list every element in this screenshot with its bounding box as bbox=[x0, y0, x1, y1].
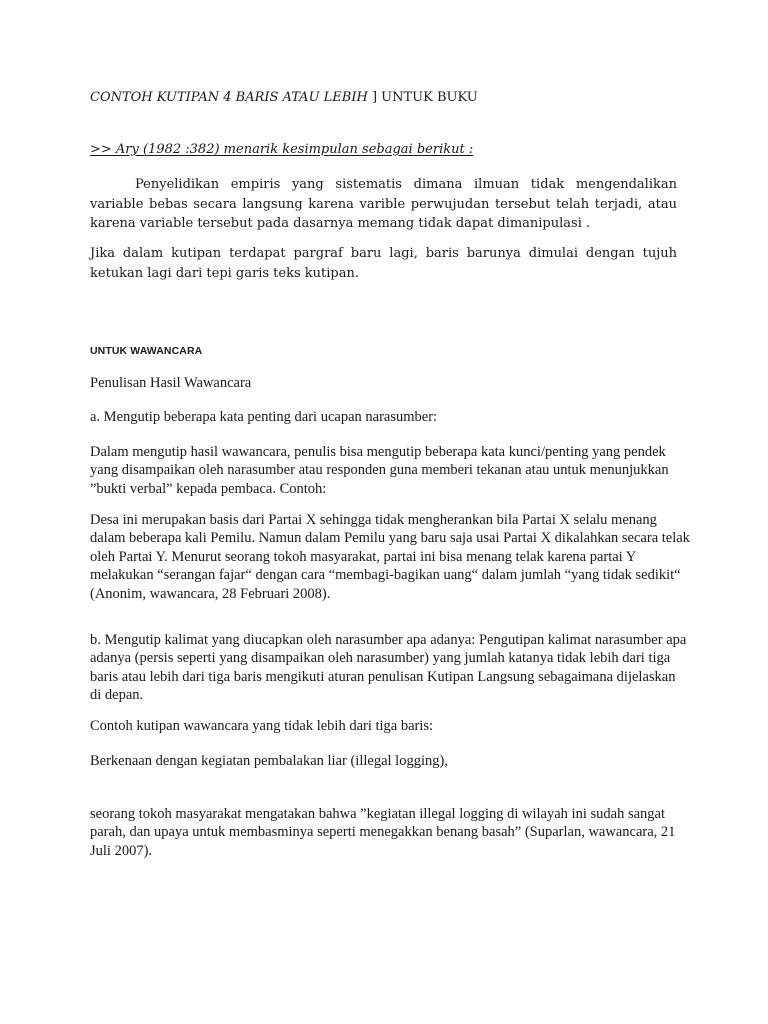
note-paragraph: Jika dalam kutipan terdapat pargraf baru lagi, baris barunya dimulai dengan tujuh ketukan lagi dari tepi garis teks kutipan. bbox=[90, 246, 677, 281]
subtitle: Penulisan Hasil Wawancara bbox=[90, 375, 252, 391]
citation-source-line: >> Ary (1982 :382) menarik kesimpulan sebagai berikut : bbox=[90, 142, 474, 157]
block-quote-paragraph: Penyelidikan empiris yang sistematis dimana ilmuan tidak mengendalikan variable bebas secara langsung karena varible perwujudan tersebut telah terjadi, atau karena variable tersebut pada dasarnya memang tidak dapat dimanipulasi . bbox=[90, 177, 677, 231]
point-b-paragraph: b. Mengutip kalimat yang diucapkan oleh narasumber apa adanya: Pengutipan kalimat narasumber apa adanya (persis seperti yang disampaikan oleh narasumber) yang jumlah katanya tidak lebih dari tiga baris atau lebih dari tiga baris mengikuti aturan penulisan Kutipan Langsung sebagaimana dijelaskan di depan. bbox=[90, 632, 687, 704]
point-a-example: Desa ini merupakan basis dari Partai X sehingga tidak mengherankan bila Partai X selalu menang dalam beberapa kali Pemilu. Namun dalam Pemilu yang baru saja usai Partai X dikalahkan secara telak oleh Partai Y. Menurut seorang tokoh masyarakat, partai ini bisa menang telak karena partai Y melakukan “serangan fajar“ dengan cara “membagi-bagikan uang“ dalam jumlah “yang tidak sedikit“ (Anonim, wawancara, 28 Februari 2008). bbox=[90, 512, 690, 602]
example-line-2: seorang tokoh masyarakat mengatakan bahwa ”kegiatan illegal logging di wilayah ini sudah sangat parah, dan upaya untuk membasminya seperti menegakkan benang basah” (Suparlan, wawancara, 21 Juli 2007). bbox=[90, 806, 676, 859]
heading-italic-part: CONTOH KUTIPAN 4 BARIS ATAU LEBIH bbox=[90, 90, 368, 105]
page-heading bbox=[90, 88, 690, 108]
point-a-heading: a. Mengutip beberapa kata penting dari ucapan narasumber: bbox=[90, 409, 438, 425]
heading-regular-part: ] UNTUK BUKU bbox=[367, 90, 478, 105]
example-intro: Contoh kutipan wawancara yang tidak lebih dari tiga baris: bbox=[90, 718, 434, 734]
point-a-explanation: Dalam mengutip hasil wawancara, penulis bisa mengutip beberapa kata kunci/penting yang pendek yang disampaikan oleh narasumber atau responden guna memberi tekanan atau untuk menunjukkan ”bukti verbal” kepada pembaca. Contoh: bbox=[90, 444, 669, 497]
section-title: UNTUK WAWANCARA bbox=[90, 345, 203, 357]
example-line-1: Berkenaan dengan kegiatan pembalakan liar (illegal logging), bbox=[90, 753, 448, 769]
